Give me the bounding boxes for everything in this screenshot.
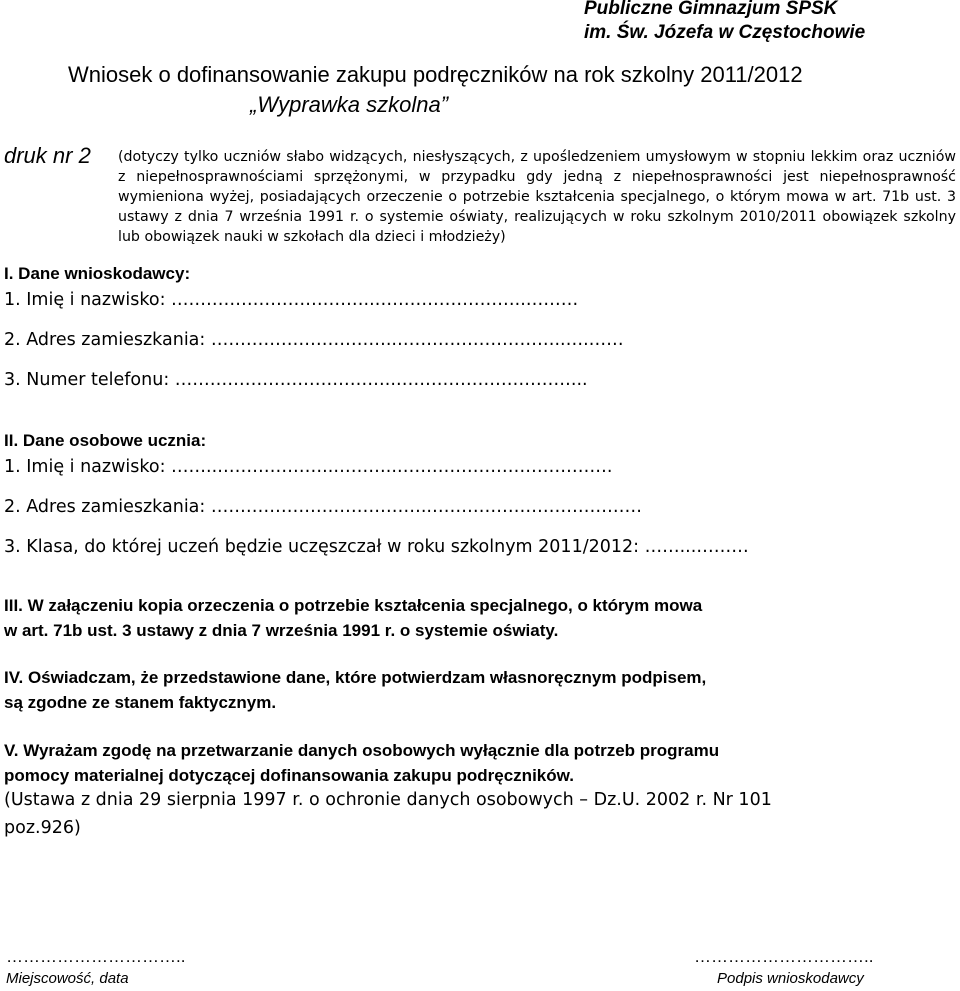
applicant-address-field[interactable]: 2. Adres zamieszkania: …………………………..………………………..….…… xyxy=(4,330,624,350)
applicant-name-field[interactable]: 1. Imię i nazwisko: ……………………………..……………………..……… xyxy=(4,290,579,310)
place-date-label: Miejscowość, data xyxy=(6,970,129,987)
section-applicant-heading: I. Dane wnioskodawcy: xyxy=(4,264,191,283)
school-name-line1: Publiczne Gimnazjum SPSK xyxy=(584,0,838,19)
section-student-heading: II. Dane osobowe ucznia: xyxy=(4,431,207,450)
consent-line2: pomocy materialnej dotyczącej dofinansowania zakupu podręczników. xyxy=(4,766,574,785)
place-date-blank[interactable]: ………………………….. xyxy=(6,947,186,966)
declaration-line1: IV. Oświadczam, że przedstawione dane, które potwierdzam własnoręcznym podpisem, xyxy=(4,668,707,687)
law-reference-line1: (Ustawa z dnia 29 sierpnia 1997 r. o ochronie danych osobowych – Dz.U. 2002 r. Nr 101 xyxy=(4,790,772,810)
signature-blank[interactable]: ………………………….. xyxy=(694,947,874,966)
form-eligibility-description: (dotyczy tylko uczniów słabo widzących, niesłyszących, z upośledzeniem umysłowym w stopniu lekkim oraz uczniów z niepełnosprawnościami sprzężonymi, w przypadku gdy jedną z niepełnosprawności jest niepełnosprawność wymieniona wyżej, posiadających orzeczenie o potrzebie kształcenia specjalnego, o którym mowa w art. 71b ust. 3 ustawy z dnia 7 września 1991 r. o systemie oświaty, realizujących w roku szkolnym 2010/2011 obowiązek szkolny lub obowiązek nauki w szkołach dla dzieci i młodzieży) xyxy=(118,149,956,245)
law-reference-line2: poz.926) xyxy=(4,818,81,838)
signature-label: Podpis wnioskodawcy xyxy=(717,970,864,987)
student-address-field[interactable]: 2. Adres zamieszkania: ………………………………..……………………………… xyxy=(4,497,642,517)
attachment-statement-line2: w art. 71b ust. 3 ustawy z dnia 7 września 1991 r. o systemie oświaty. xyxy=(4,621,559,640)
attachment-statement-line1: III. W załączeniu kopia orzeczenia o potrzebie kształcenia specjalnego, o którym mowa xyxy=(4,596,703,615)
school-name-line2: im. Św. Józefa w Częstochowie xyxy=(584,22,866,43)
student-class-field[interactable]: 3. Klasa, do której uczeń będzie uczęszczał w roku szkolnym 2011/2012: ……...……… xyxy=(4,537,749,557)
student-name-field[interactable]: 1. Imię i nazwisko: ……..………………..………..………………………………. xyxy=(4,457,613,477)
form-title: Wniosek o dofinansowanie zakupu podręczników na rok szkolny 2011/2012 xyxy=(68,62,803,87)
declaration-line2: są zgodne ze stanem faktycznym. xyxy=(4,693,277,712)
applicant-phone-field[interactable]: 3. Numer telefonu: ………………………………..…………………………... xyxy=(4,370,588,390)
form-number-label: druk nr 2 xyxy=(4,143,91,168)
consent-line1: V. Wyrażam zgodę na przetwarzanie danych osobowych wyłącznie dla potrzeb programu xyxy=(4,741,720,760)
form-subtitle: „Wyprawka szkolna” xyxy=(250,92,449,117)
